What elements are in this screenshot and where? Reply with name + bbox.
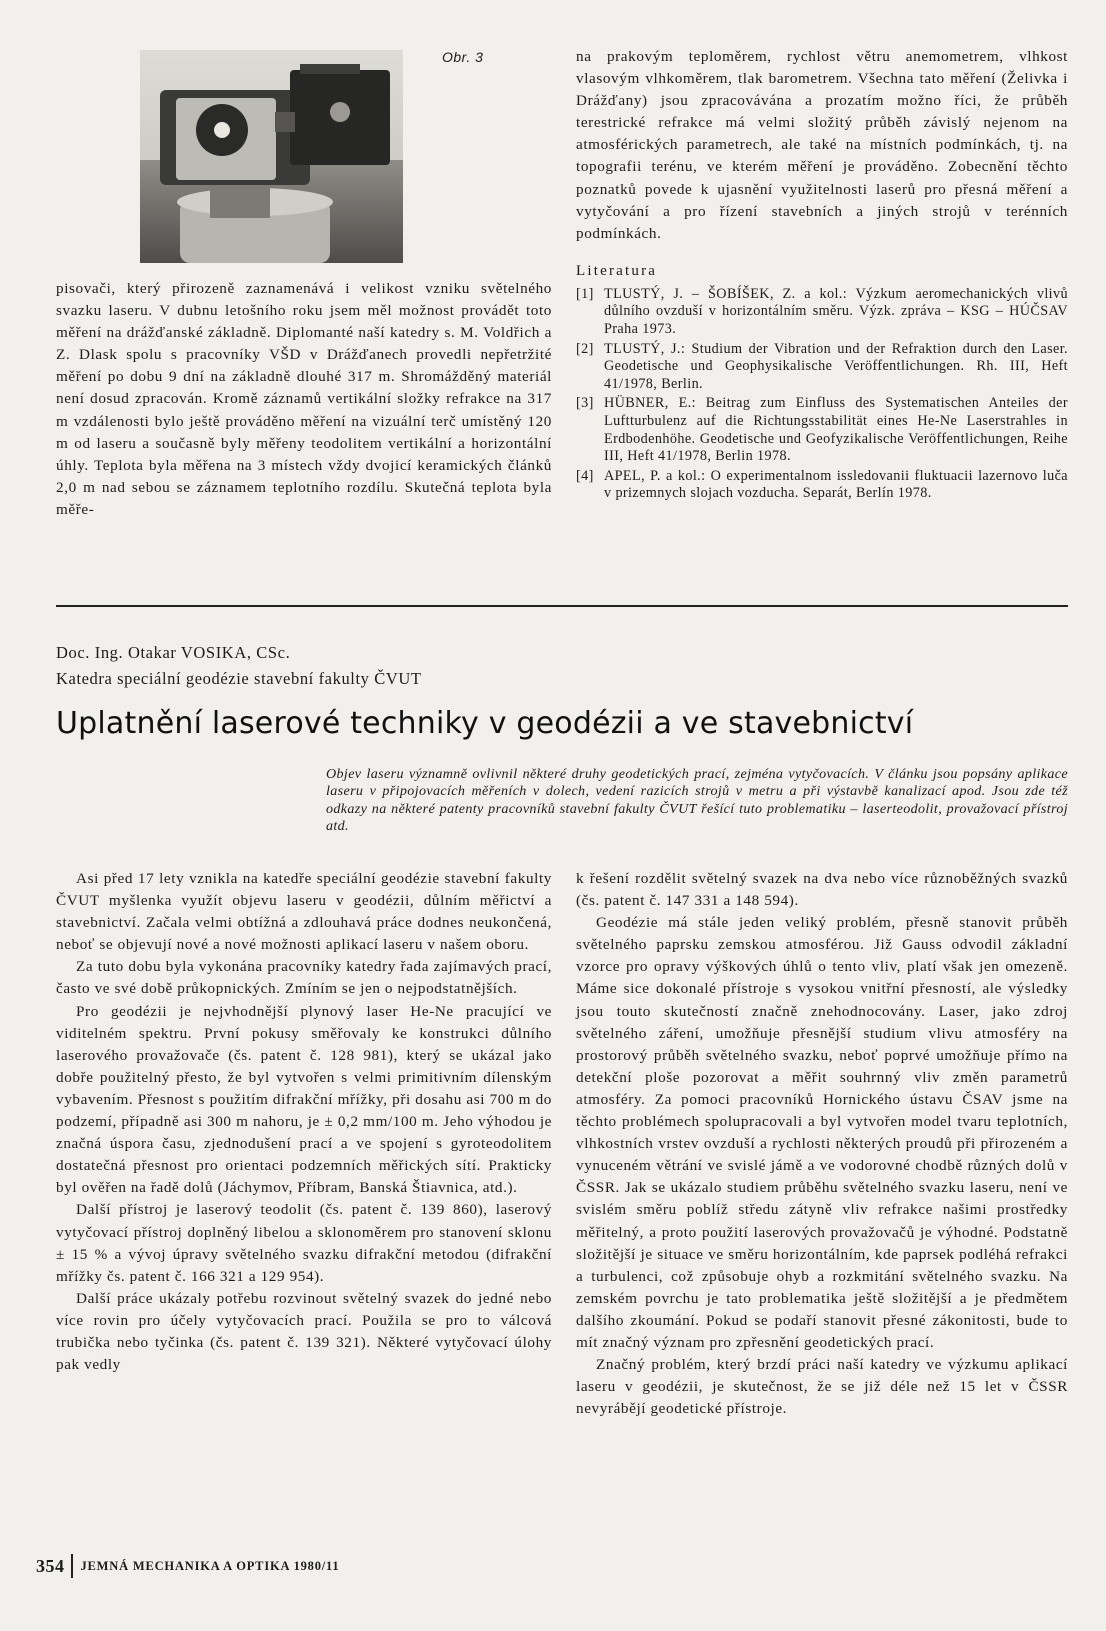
page-footer	[36, 1554, 339, 1578]
paragraph: k řešení rozdělit světelný svazek na dva nebo více různoběžných svazků (čs. patent č. 147 331 a 148 594).	[576, 870, 1068, 910]
reference-text: APEL, P. a kol.: O experimentalnom issledovanii fluktuacii lazernovo luča v prizemnych slojach vozducha. Separát, Berlín 1978.	[604, 467, 1068, 502]
author-name: Doc. Ing. Otakar VOSIKA, CSc.	[56, 643, 291, 662]
reference-text: TLUSTÝ, J.: Studium der Vibration und der Refraktion durch den Laser. Geodetische und Geophysikalische Veröffentlichungen. Rh. III, Heft 41/1978, Berlin.	[604, 340, 1068, 392]
article-abstract: Objev laseru významně ovlivnil některé druhy geodetických prací, zejména vytyčovacích. V článku jsou popsány aplikace laseru v připojovacích měřeních v dolech, vedení razicích strojů v metru a při výstavbě kanalizací apod. Jsou zde též odkazy na některé patenty pracovníků stavební fakulty ČVUT řešící tuto problematiku – laserteodolit, provažovací přístroj atd.	[326, 766, 1068, 835]
paragraph: Pro geodézii je nejvhodnější plynový laser He-Ne pracující ve viditelném spektru. První pokusy směřovaly ke konstrukci důlního laserového provažovače (čs. patent č. 128 981), který se ukázal jako dobře použitelný přesto, že byl vytvořen s velmi primitivním dílenským vybavením. Přesnost s použitím difrakční mřížky, při dosahu asi 700 m do podzemí, případně asi 300 m nahoru, je ± 0,2 mm/100 m. Jeho výhodou je značná úspora času, zjednodušení prací a ve spojení s gyroteodolitem dostatečná přesnost pro orientaci podzemních měřických sítí. Prakticky byl ověřen na řadě dolů (Jáchymov, Příbram, Banská Štiavnica, atd.).	[56, 1002, 552, 1197]
reference-number: [4]	[576, 467, 594, 484]
paragraph: Další práce ukázaly potřebu rozvinout světelný svazek do jedné nebo více rovin pro účely vytyčovacích prací. Použila se pro to válcová trubička nebo tyčinka (čs. patent č. 139 321). Některé vytyčovací úlohy pak vedly	[56, 1289, 552, 1374]
reference-text: HÜBNER, E.: Beitrag zum Einfluss des Systematischen Anteiles der Luftturbulenz auf die Richtungsstabilität eines He-Ne Laserstrahles in Erdbodenhöhe. Geodetische und Geofyzikalische Veröffentlichungen, Reihe III, Heft 41/1978, Berlin 1978.	[604, 395, 1068, 465]
reference-number: [3]	[576, 395, 594, 412]
reference-number: [1]	[576, 285, 594, 302]
article-body-right-column	[576, 868, 1068, 1420]
paragraph: Značný problém, který brzdí práci naší katedry ve výzkumu aplikací laseru v geodézii, je skutečnost, že se již déle než 15 let v ČSSR nevyrábějí geodetické přístroje.	[576, 1356, 1068, 1418]
reference-number: [2]	[576, 340, 594, 357]
reference-list	[576, 286, 1068, 503]
laser-instrument-photo	[140, 50, 403, 263]
paragraph: Asi před 17 lety vznikla na katedře speciální geodézie stavební fakulty ČVUT myšlenka využít objevu laseru v geodézii, důlním měřictví a stavebnictví. Začala velmi obtížná a zdlouhavá práce dodnes neukončená, neboť se objevují nové a nové možnosti aplikací laseru v našem oboru.	[56, 870, 552, 954]
paragraph: Další přístroj je laserový teodolit (čs. patent č. 139 860), laserový vytyčovací přístroj doplněný libelou a sklonoměrem pro stanovení sklonu ± 15 % a vývoj úpravy světelného svazku difrakční metodou (difrakční mřížky čs. patent č. 166 321 a 129 954).	[56, 1201, 552, 1285]
footer-separator	[71, 1554, 73, 1578]
author-affiliation: Katedra speciální geodézie stavební fakulty ČVUT	[56, 669, 422, 688]
reference-item	[576, 341, 1068, 394]
figure-label: Obr. 3	[442, 49, 484, 65]
top-right-column	[576, 46, 1068, 505]
article-title: Uplatnění laserové techniky v geodézii a ve stavebnictví	[56, 706, 914, 741]
paragraph: Geodézie má stále jeden veliký problém, přesně stanovit průběh světelného paprsku zemskou atmosférou. Již Gauss odvodil základní vzorce pro opravy výškových úhlů o tento vliv, platí však jen omezeně. Máme sice dokonalé přístroje s vysokou vnitřní přesností, ale výsledky jsou touto skutečností značně znehodnocovány. Laser, jako zdroj světelného záření, umožňuje přesnější studium vlivu atmosféry na prostorový průběh světelného svazku, neboť poprvé umožňuje přímo na detekční ploše pozorovat a měřit souhrnný vliv změn parametrů atmosféry. Za pomoci pracovníků Hornického ústavu ČSAV jsme na těchto problémech spolupracovali a byl vytvořen model tvaru teplotních, vlhkostních vrstev ovzduší a rychlosti některých proudů při přirozeném a vynuceném větrání ve svislé jámě a ve vodorovné chodbě různých dolů v ČSSR. Jak se ukázalo studiem průběhu světelného svazku laseru, není ve svislém směru poblíž středu zátyně vliv refrakce našimi prostředky měřitelný, a proto použití laserových provažovačů je výhodné. Podstatně složitější je situace ve směru horizontálním, kde paprsek podléhá refrakci a turbulenci, což způsobuje ohyb a rozkmitání světelného svazku. Na zemském povrchu je tato problematika ještě složitější a je předmětem dalšího zkoumání. Pokud se podaří stanovit přesné zákonitosti, bude to mít značný význam pro zpřesnění geodetických prací.	[576, 914, 1068, 1351]
reference-text: TLUSTÝ, J. – ŠOBÍŠEK, Z. a kol.: Výzkum aeromechanických vlivů důlního ovzduší v horizontálním směru. Výzk. zpráva – KSG – HÚČSAV Praha 1973.	[604, 285, 1068, 338]
section-divider	[56, 605, 1068, 607]
reference-item	[576, 468, 1068, 503]
article-body-left-column	[56, 868, 552, 1376]
figure-photo-laser-instrument	[140, 50, 403, 263]
literature-heading: Literatura	[576, 262, 658, 279]
reference-item	[576, 286, 1068, 339]
journal-name: JEMNÁ MECHANIKA A OPTIKA 1980/11	[80, 1558, 340, 1573]
top-left-column	[56, 278, 552, 521]
paragraph: na prakovým teploměrem, rychlost větru anemometrem, vlhkost vlasovým vlhkoměrem, tlak barometrem. Všechna tato měření (Želivka i Drážďany) jsou zpracovávána a prozatím možno říci, že průběh terestrické refrakce má velmi složitý průběh závislý nejenom na atmosférických parametrech, ale také na místních podmínkách, tj. na topografii terénu, ve kterém měření je prováděno. Zobecnění těchto poznatků povede k ujasnění využitelnosti laserů pro přesná měření a vytyčování a pro řízení stavebních a jiných strojů v terénních podmínkách.	[576, 48, 1068, 242]
paragraph: pisovači, který přirozeně zaznamenává i velikost vzniku světelného svazku laseru. V dubnu letošního roku jsem měl možnost provádět toto měření na drážďanské základně. Diplomanté naší katedry s. M. Voldřich a Z. Dlask spolu s pracovníky VŠD v Drážďanech provedli nepřetržité měření po dobu 9 dní na základně dlouhé 317 m. Shromážděný materiál není dosud zpracován. Kromě záznamů vertikální složky refrakce na 317 m vzdálenosti bylo ještě prováděno měření na vizuální terč umístěný 120 m od laseru a současně byly měřeny teodolitem vertikální a horizontální úhly. Teplota byla měřena na 3 místech vždy dvojicí keramických článků 2,0 m nad sebou se záznamem teplotního rozdílu. Skutečná teplota byla měře-	[56, 280, 552, 518]
paragraph: Za tuto dobu byla vykonána pracovníky katedry řada zajímavých prací, často ve své době průkopnických. Zmíním se jen o nejpodstatnějších.	[56, 958, 552, 998]
article-byline	[56, 640, 422, 692]
page-number: 354	[36, 1555, 65, 1576]
reference-item	[576, 395, 1068, 465]
